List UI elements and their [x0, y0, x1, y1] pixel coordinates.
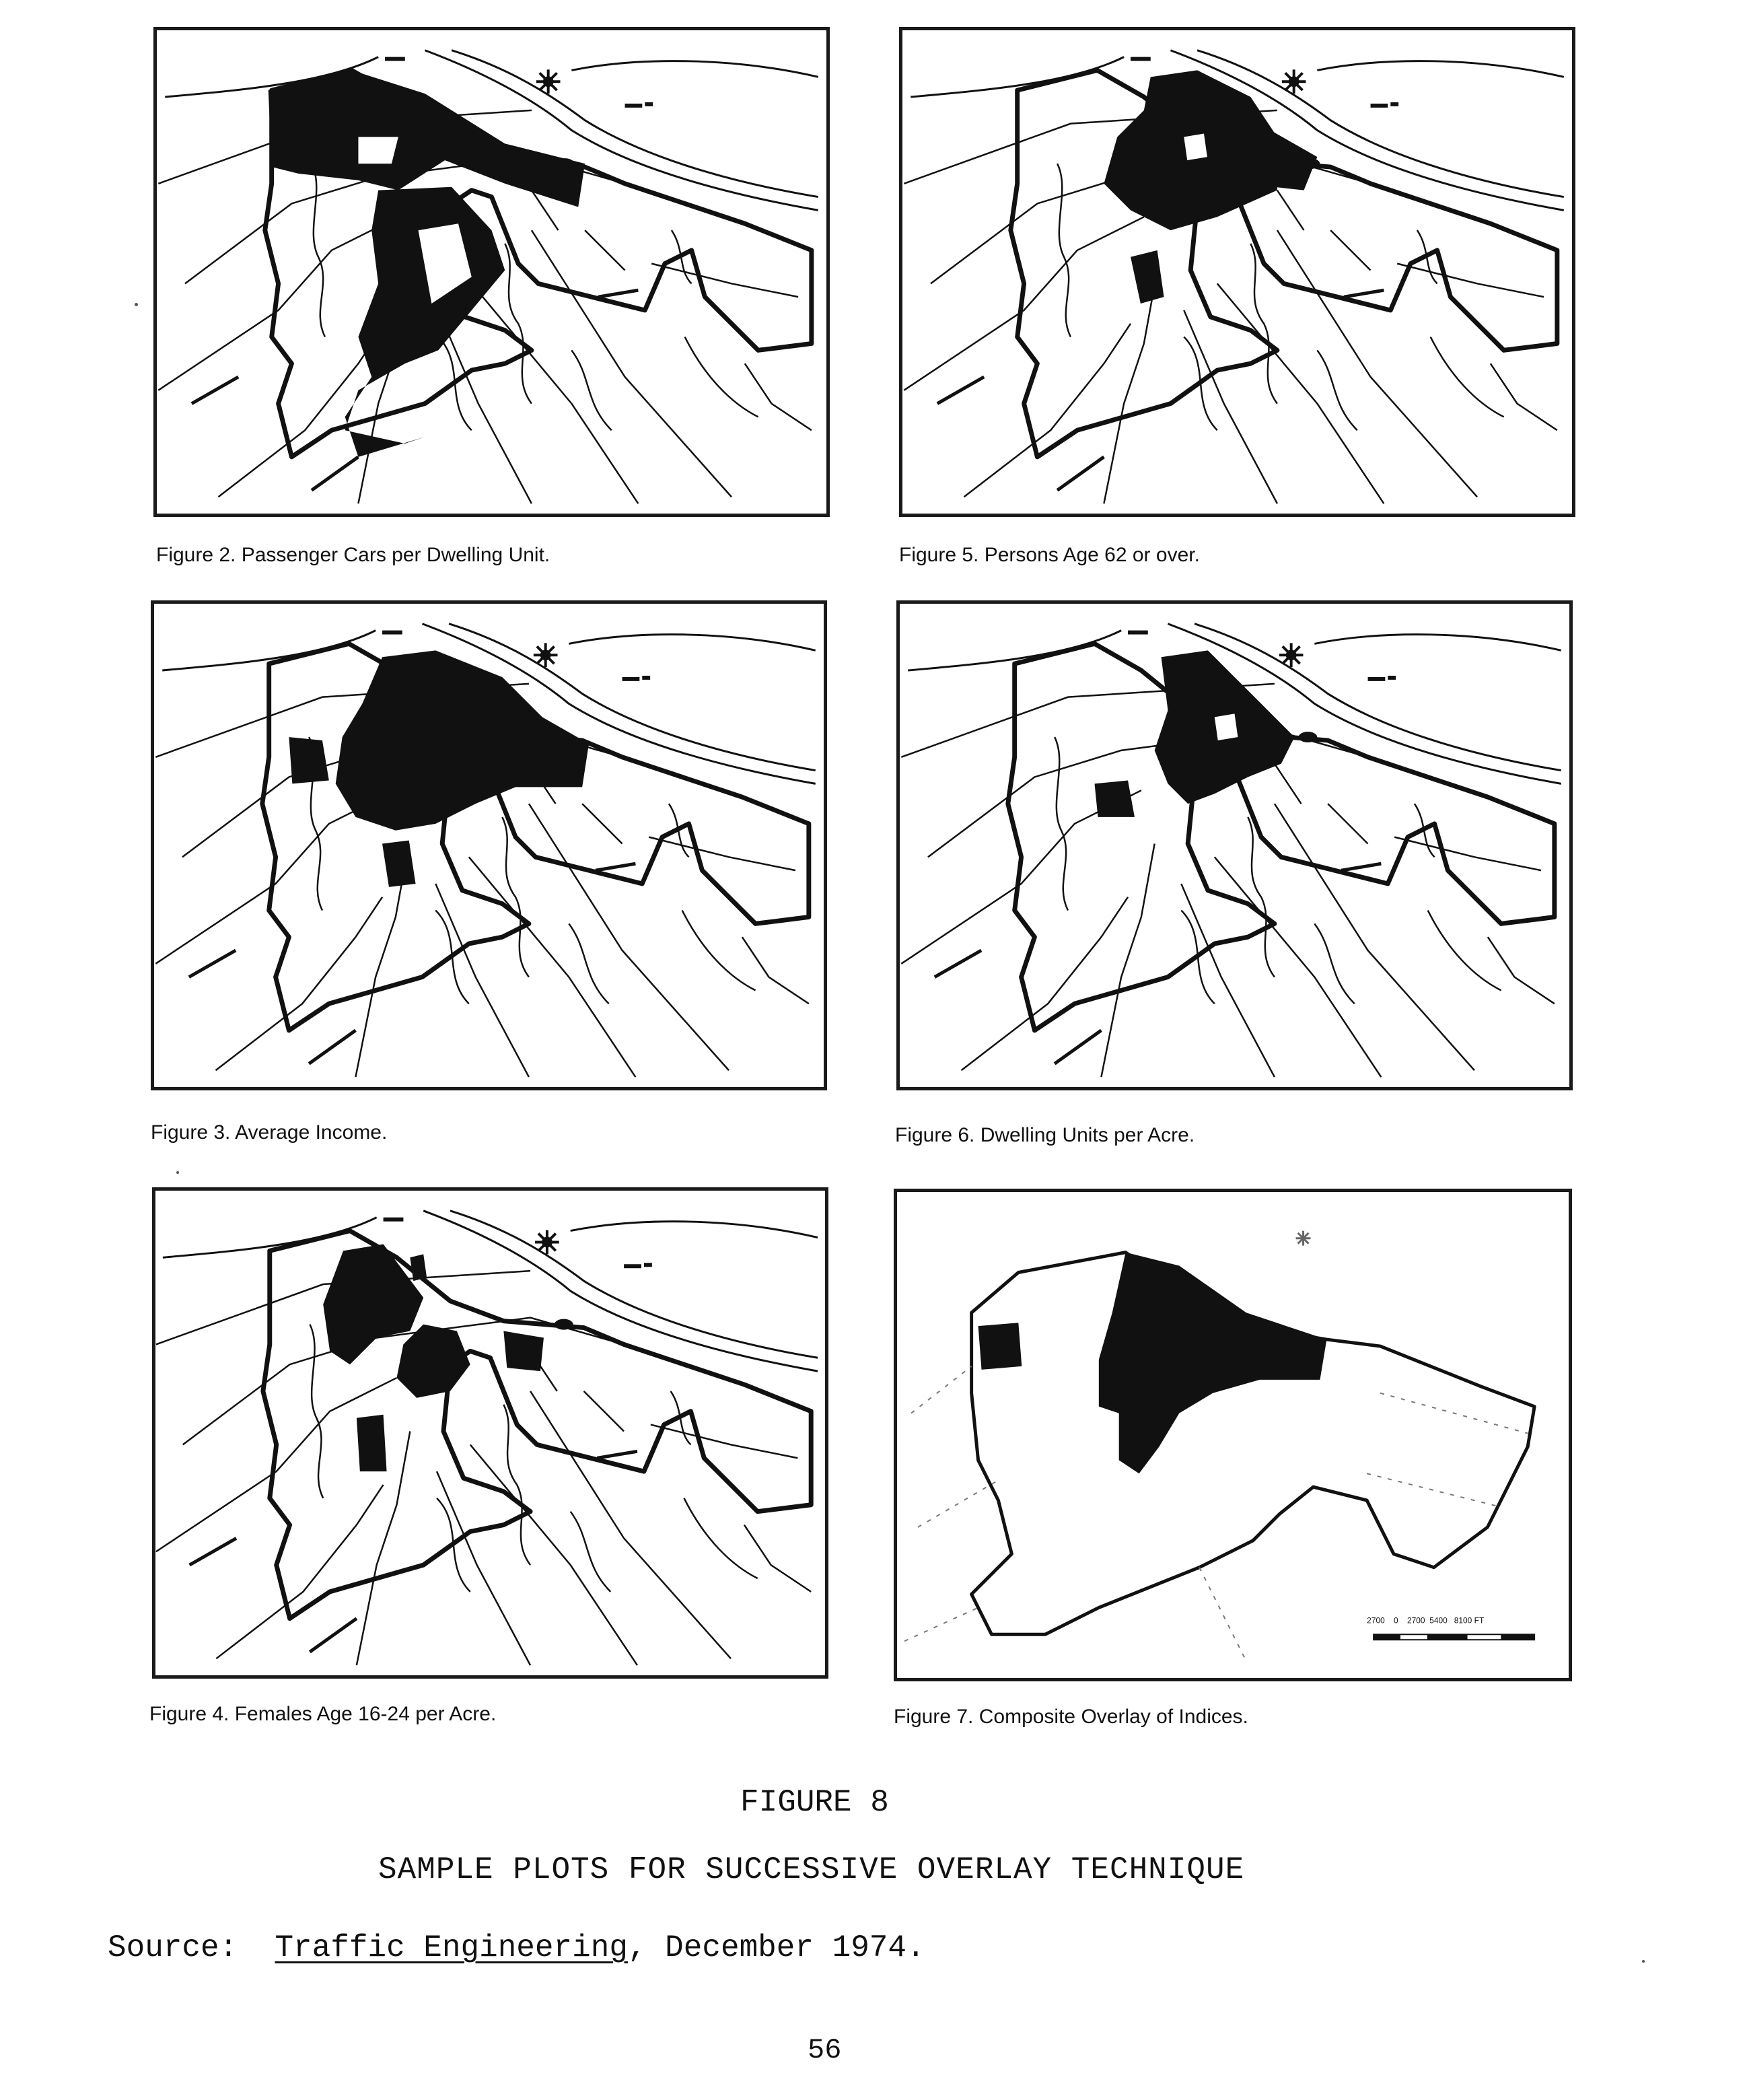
caption-fig2: Figure 2. Passenger Cars per Dwelling Unit. — [156, 544, 550, 566]
map-fig5 — [902, 30, 1572, 514]
figure-title: FIGURE 8 — [740, 1785, 889, 1820]
scan-speck — [1642, 1960, 1645, 1963]
map-panel-fig3 — [151, 600, 827, 1090]
caption-fig6: Figure 6. Dwelling Units per Acre. — [895, 1124, 1195, 1146]
page-number: 56 — [808, 2034, 842, 2066]
map-panel-fig6 — [896, 600, 1573, 1090]
map-fig7 — [897, 1192, 1569, 1678]
scan-speck — [135, 303, 138, 306]
map-panel-fig2 — [153, 27, 830, 517]
source-label: Source: — [108, 1930, 238, 1965]
map-panel-fig4 — [152, 1187, 828, 1679]
map-fig3 — [154, 604, 824, 1087]
map-panel-fig7 — [894, 1189, 1572, 1681]
caption-fig7: Figure 7. Composite Overlay of Indices. — [894, 1706, 1248, 1728]
map-fig6 — [900, 604, 1569, 1087]
figure-subtitle: SAMPLE PLOTS FOR SUCCESSIVE OVERLAY TECHNIQUE — [378, 1852, 1245, 1887]
source-date: , December 1974. — [627, 1930, 925, 1965]
caption-fig5: Figure 5. Persons Age 62 or over. — [899, 544, 1200, 566]
scale-bar-label: 2700 0 2700 5400 8100 FT — [1367, 1615, 1485, 1625]
map-fig2 — [157, 30, 826, 514]
caption-fig3: Figure 3. Average Income. — [151, 1121, 388, 1144]
map-panel-fig5 — [899, 27, 1575, 517]
scale-bar — [1374, 1634, 1534, 1640]
caption-fig4: Figure 4. Females Age 16-24 per Acre. — [149, 1703, 497, 1725]
source-publication: Traffic Engineering — [275, 1930, 628, 1965]
map-fig4 — [155, 1191, 825, 1675]
source-citation — [108, 1930, 925, 1965]
scan-speck — [176, 1171, 179, 1174]
